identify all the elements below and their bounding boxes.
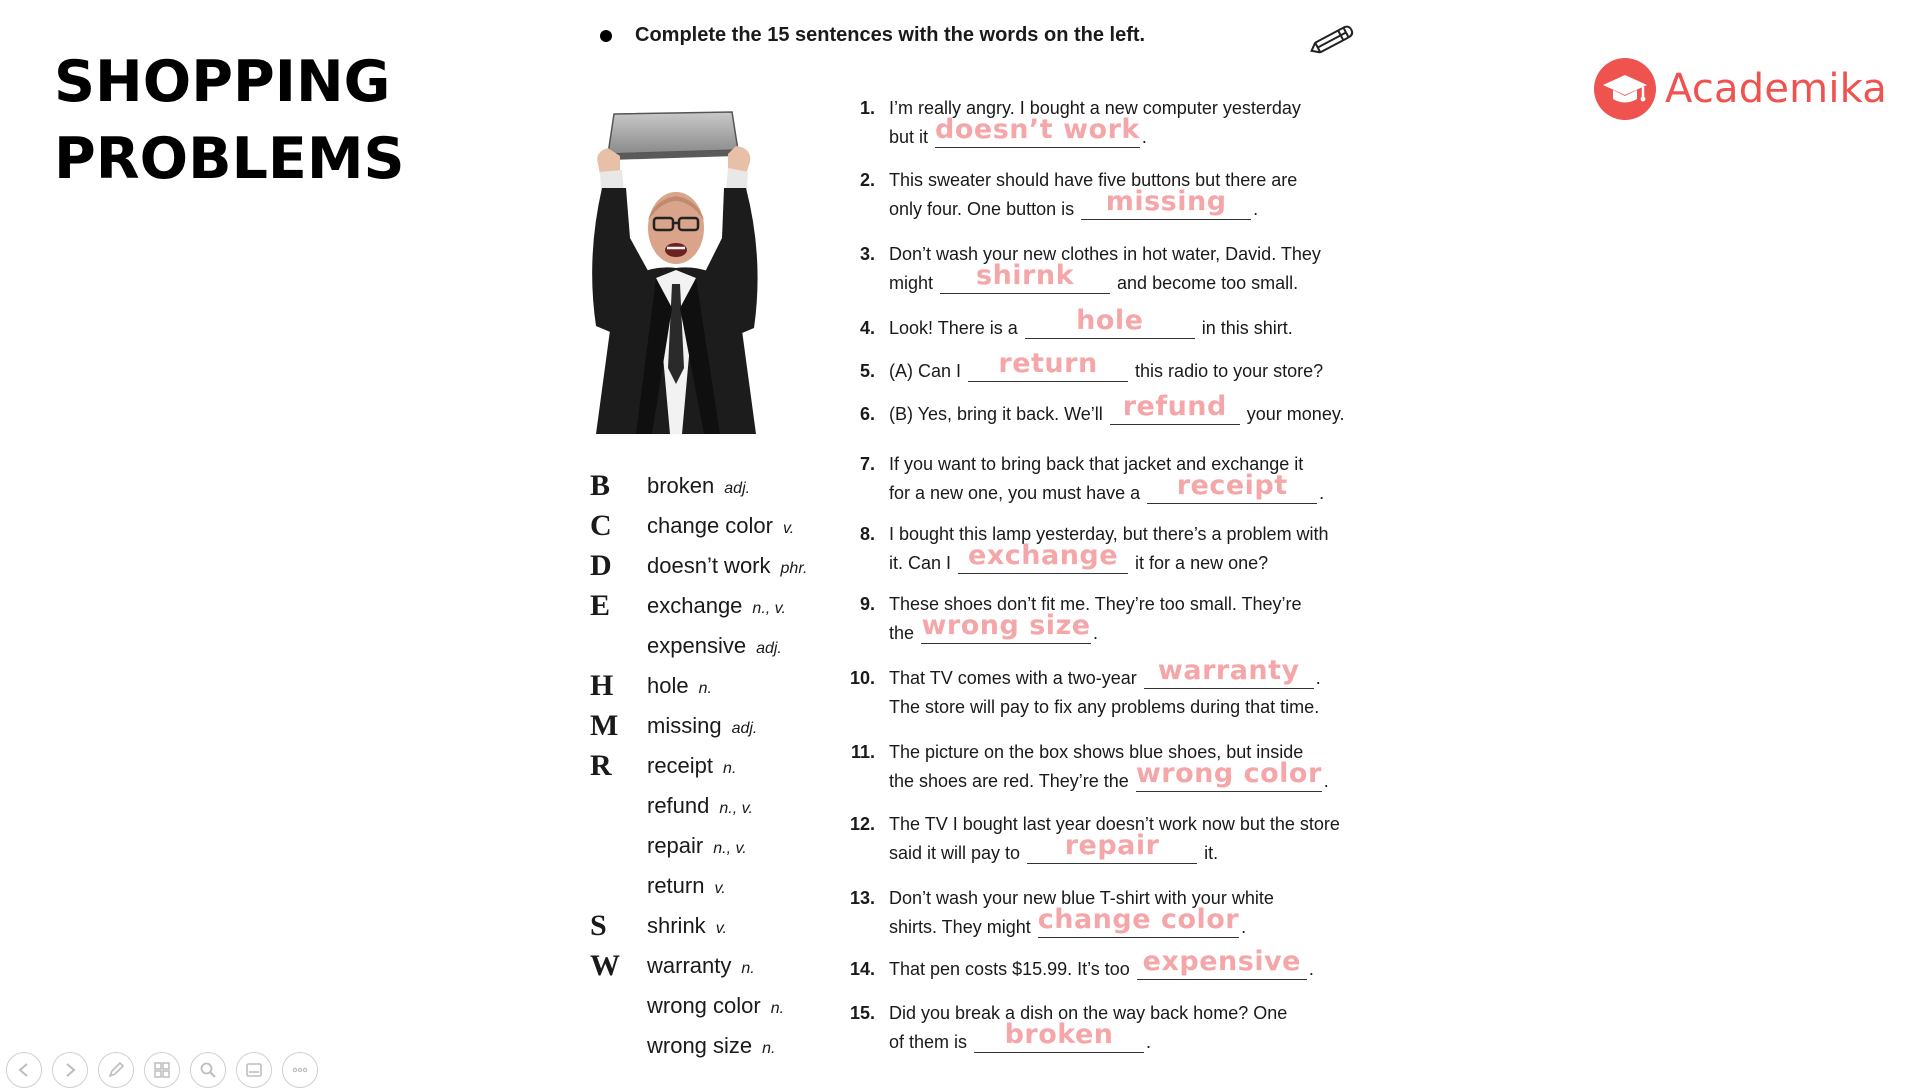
word-bank-item: [560, 788, 830, 824]
sentence-fragment: this radio to your store?: [1130, 361, 1324, 381]
answer-text: refund: [1122, 391, 1227, 422]
answer-text: hole: [1076, 305, 1144, 336]
word-bank-word-text: exchange: [647, 593, 743, 618]
word-bank-word: [647, 788, 753, 827]
answer-text: receipt: [1176, 470, 1288, 501]
title-line-2: PROBLEMS: [54, 126, 405, 192]
graduation-cap-icon: [1594, 58, 1656, 120]
pen-button[interactable]: [98, 1052, 134, 1088]
word-bank-item: [560, 548, 830, 584]
answer-blank[interactable]: [958, 540, 1128, 574]
sentence-fragment: it. Can I: [889, 553, 952, 573]
part-of-speech: adj.: [756, 640, 782, 657]
sentence-line: [889, 758, 1389, 796]
word-bank-word: [647, 508, 794, 547]
answer-blank[interactable]: [1081, 186, 1251, 220]
word-bank-item: [560, 508, 830, 544]
zoom-button[interactable]: [190, 1052, 226, 1088]
answer-text: wrong color: [1135, 758, 1322, 789]
sentence-fragment: I bought this lamp yesterday, but there’s a problem with: [889, 524, 1329, 544]
sentence-line: [889, 305, 1389, 343]
sentence-line: [889, 186, 1389, 224]
word-bank-letter: H: [590, 669, 614, 702]
sentence-fragment: .: [1323, 771, 1329, 791]
sentence-line: [889, 830, 1389, 868]
sentence-fragment: The TV I bought last year doesn’t work now but the store: [889, 814, 1340, 834]
answer-text: doesn’t work: [935, 114, 1140, 145]
sentence-number: 1.: [859, 98, 875, 118]
answer-blank[interactable]: [1147, 470, 1317, 504]
sentence-line: [889, 610, 1389, 648]
slide-title: [54, 44, 405, 198]
next-icon: [60, 1060, 80, 1080]
sentence-fragment: .: [1141, 127, 1147, 147]
answer-blank[interactable]: [1137, 946, 1307, 980]
part-of-speech: n.: [698, 680, 712, 697]
sentence-text: [889, 305, 1389, 343]
word-bank-item: [560, 708, 830, 744]
word-bank-word-text: hole: [647, 673, 689, 698]
sentence-fragment: .: [1319, 483, 1325, 503]
sentence-text: [889, 391, 1389, 429]
word-bank-word-text: missing: [647, 713, 722, 738]
sentence-fragment: and become too small.: [1112, 273, 1299, 293]
word-bank-word-text: broken: [647, 473, 715, 498]
sentence-text: [889, 94, 1389, 152]
sentence-line: [889, 946, 1389, 984]
part-of-speech: n., v.: [713, 840, 747, 857]
sentence-fragment: it.: [1199, 843, 1219, 863]
word-bank-letter: S: [590, 909, 607, 942]
word-bank-item: [560, 748, 830, 784]
word-bank-word-text: expensive: [647, 633, 747, 658]
previous-icon: [14, 1060, 34, 1080]
word-bank-word: [647, 948, 755, 987]
part-of-speech: n., v.: [719, 800, 753, 817]
sentence-fragment: I’m really angry. I bought a new computer yesterday: [889, 98, 1301, 118]
previous-button[interactable]: [6, 1052, 42, 1088]
word-bank-letter: M: [590, 709, 619, 742]
word-bank-word: [647, 1028, 776, 1067]
sentence-fragment: (B) Yes, bring it back. We’ll: [889, 404, 1103, 424]
word-bank-word-text: refund: [647, 793, 710, 818]
sentence-line: [889, 1019, 1389, 1057]
sentence-text: [889, 450, 1389, 508]
zoom-icon: [198, 1060, 218, 1080]
word-bank-word-text: shrink: [647, 913, 706, 938]
sentence-number: 5.: [859, 361, 875, 381]
sentence-line: [889, 450, 1389, 479]
sentence-fragment: Did you break a dish on the way back home? One: [889, 1003, 1288, 1023]
word-bank-word-text: repair: [647, 833, 704, 858]
sentence-fragment: .: [1241, 917, 1247, 937]
sentence-number: 10.: [849, 668, 875, 688]
part-of-speech: phr.: [780, 560, 808, 577]
part-of-speech: n.: [741, 960, 755, 977]
sentence-fragment: Don’t wash your new blue T-shirt with your white: [889, 888, 1274, 908]
sentence-text: [889, 166, 1389, 224]
sentence-fragment: That TV comes with a two-year: [889, 668, 1137, 688]
subtitles-icon: [244, 1060, 264, 1080]
part-of-speech: adj.: [724, 480, 751, 497]
word-bank-letter: E: [590, 589, 611, 622]
worksheet: [560, 0, 1400, 1080]
sentence-fragment: in this shirt.: [1196, 318, 1293, 338]
sentence-line: [889, 470, 1389, 508]
sentence-text: [889, 240, 1389, 298]
word-bank-letter: W: [590, 949, 620, 982]
word-bank-word: [647, 588, 786, 627]
more-options-button[interactable]: [282, 1052, 318, 1088]
word-bank-item: [560, 668, 830, 704]
sentence-fragment: The picture on the box shows blue shoes, but inside: [889, 742, 1304, 762]
sentence-fragment: .: [1093, 623, 1099, 643]
word-bank-word-text: wrong color: [647, 993, 761, 1018]
sentence-number: 15.: [849, 1003, 875, 1023]
sentence-fragment: .: [1315, 668, 1321, 688]
part-of-speech: v.: [782, 520, 795, 537]
title-line-1: SHOPPING: [54, 49, 391, 115]
word-bank-item: [560, 468, 830, 504]
sentence-line: [889, 391, 1389, 429]
answer-blank[interactable]: [1025, 305, 1195, 339]
sentence-text: [889, 590, 1389, 648]
sentence-line: [889, 114, 1389, 152]
pen-icon: [106, 1060, 126, 1080]
sentence-number: 11.: [850, 742, 875, 762]
word-bank-letter: R: [590, 749, 612, 782]
answer-text: expensive: [1142, 946, 1301, 977]
sentence-line: [889, 260, 1389, 298]
sentence-number: 6.: [859, 404, 875, 424]
word-bank-word: [647, 828, 747, 867]
word-bank-word: [647, 988, 784, 1027]
sentence-fragment: the: [889, 623, 915, 643]
part-of-speech: n.: [723, 760, 737, 777]
part-of-speech: v.: [714, 880, 726, 897]
angry-man-with-laptop-photo: [586, 108, 802, 434]
sentence-text: [889, 348, 1389, 386]
word-bank-item: [560, 868, 830, 904]
word-bank-item: [560, 948, 830, 984]
word-bank-word-text: doesn’t work: [647, 553, 771, 578]
sentence-fragment: shirts. They might: [889, 917, 1031, 937]
sentence-text: [889, 738, 1389, 796]
next-button[interactable]: [52, 1052, 88, 1088]
answer-blank[interactable]: [1027, 830, 1197, 864]
sentence-text: [889, 520, 1389, 578]
word-bank-word-text: receipt: [647, 753, 714, 778]
part-of-speech: v.: [715, 920, 727, 937]
sentence-line: [889, 693, 1389, 722]
answer-blank[interactable]: [968, 348, 1128, 382]
sentence-number: 14.: [849, 959, 875, 979]
academika-logo: [1594, 56, 1887, 122]
word-bank-item: [560, 908, 830, 944]
sentence-fragment: only four. One button is: [889, 199, 1075, 219]
answer-blank[interactable]: [921, 610, 1091, 644]
answer-blank[interactable]: [1144, 655, 1314, 689]
sentence-fragment: If you want to bring back that jacket and exchange it: [889, 454, 1304, 474]
presenter-toolbar: [6, 1052, 328, 1090]
answer-blank[interactable]: [1110, 391, 1240, 425]
answer-text: warranty: [1157, 655, 1300, 686]
sentence-number: 3.: [859, 244, 875, 264]
sentence-fragment: The store will pay to fix any problems during that time.: [889, 697, 1320, 717]
sentence-fragment: .: [1146, 1032, 1152, 1052]
sentence-number: 7.: [859, 454, 875, 474]
word-bank-letter: B: [590, 469, 611, 502]
sentence-fragment: Look! There is a: [889, 318, 1018, 338]
sentence-line: [889, 240, 1389, 269]
part-of-speech: n., v.: [752, 600, 786, 617]
sentence-line: [889, 540, 1389, 578]
word-bank-word: [647, 628, 782, 667]
word-bank-letter: C: [590, 509, 612, 542]
word-bank-word: [647, 908, 727, 947]
answer-text: shirnk: [976, 260, 1075, 291]
sentence-number: 12.: [849, 814, 875, 834]
brand-name: Academika: [1665, 66, 1888, 112]
answer-text: repair: [1064, 830, 1160, 861]
slides-grid-button[interactable]: [144, 1052, 180, 1088]
sentence-number: 2.: [859, 170, 875, 190]
sentence-fragment: might: [889, 273, 934, 293]
word-bank-item: [560, 988, 830, 1024]
word-bank-item: [560, 1028, 830, 1064]
word-bank-letter: D: [590, 549, 612, 582]
sentence-fragment: said it will pay to: [889, 843, 1021, 863]
sentence-fragment: your money.: [1241, 404, 1345, 424]
sentence-fragment: for a new one, you must have a: [889, 483, 1141, 503]
sentence-fragment: This sweater should have five buttons but there are: [889, 170, 1298, 190]
more-options-icon: [290, 1060, 310, 1080]
sentence-line: [889, 655, 1389, 693]
part-of-speech: n.: [770, 1000, 785, 1017]
sentence-number: 9.: [859, 594, 875, 614]
word-bank-item: [560, 628, 830, 664]
word-bank-item: [560, 828, 830, 864]
answer-text: exchange: [968, 540, 1119, 571]
word-bank-item: [560, 588, 830, 624]
answer-blank[interactable]: [974, 1019, 1144, 1053]
sentence-line: [889, 904, 1389, 942]
word-bank-word-text: wrong size: [647, 1033, 753, 1058]
sentence-fragment: .: [1308, 959, 1314, 979]
word-bank-word-text: warranty: [647, 953, 732, 978]
sentence-fragment: it for a new one?: [1130, 553, 1269, 573]
instruction-text: Complete the 15 sentences with the words on the left.: [635, 24, 1146, 46]
answer-blank[interactable]: [1135, 758, 1322, 792]
answer-text: wrong size: [921, 610, 1091, 641]
word-bank-word: [647, 748, 736, 787]
sentence-fragment: That pen costs $15.99. It’s too: [889, 959, 1130, 979]
subtitles-button[interactable]: [236, 1052, 272, 1088]
sentence-number: 13.: [849, 888, 875, 908]
sentence-fragment: Don’t wash your new clothes in hot water, David. They: [889, 244, 1321, 264]
answer-blank[interactable]: [1037, 904, 1240, 938]
sentence-fragment: .: [1253, 199, 1259, 219]
sentence-text: [889, 655, 1389, 722]
answer-text: return: [998, 348, 1098, 379]
sentence-fragment: (A) Can I: [889, 361, 962, 381]
word-bank-word-text: return: [647, 873, 705, 898]
sentence-list: [830, 0, 1390, 1080]
sentence-line: [889, 999, 1389, 1028]
sentence-number: 8.: [859, 524, 875, 544]
sentence-text: [889, 999, 1389, 1057]
sentence-number: 4.: [859, 318, 875, 338]
word-bank-word-text: change color: [647, 513, 773, 538]
word-bank-word: [647, 468, 750, 507]
word-bank-word: [647, 708, 757, 747]
part-of-speech: n.: [762, 1040, 776, 1057]
bullet-icon: [600, 30, 612, 42]
slides-grid-icon: [152, 1060, 172, 1080]
answer-text: change color: [1037, 904, 1240, 935]
answer-text: broken: [1004, 1019, 1114, 1050]
sentence-fragment: of them is: [889, 1032, 968, 1052]
word-bank-word: [647, 868, 726, 907]
answer-text: missing: [1105, 186, 1227, 217]
answer-blank[interactable]: [940, 260, 1110, 294]
answer-blank[interactable]: [935, 114, 1140, 148]
part-of-speech: adj.: [731, 720, 758, 737]
sentence-text: [889, 946, 1389, 984]
word-bank-word: [647, 668, 712, 707]
sentence-fragment: but it: [889, 127, 929, 147]
sentence-fragment: the shoes are red. They’re the: [889, 771, 1129, 791]
sentence-text: [889, 884, 1389, 942]
word-bank-word: [647, 548, 808, 587]
sentence-text: [889, 810, 1389, 868]
sentence-fragment: These shoes don’t fit me. They’re too small. They’re: [889, 594, 1302, 614]
sentence-line: [889, 348, 1389, 386]
sentence-line: [889, 520, 1389, 549]
